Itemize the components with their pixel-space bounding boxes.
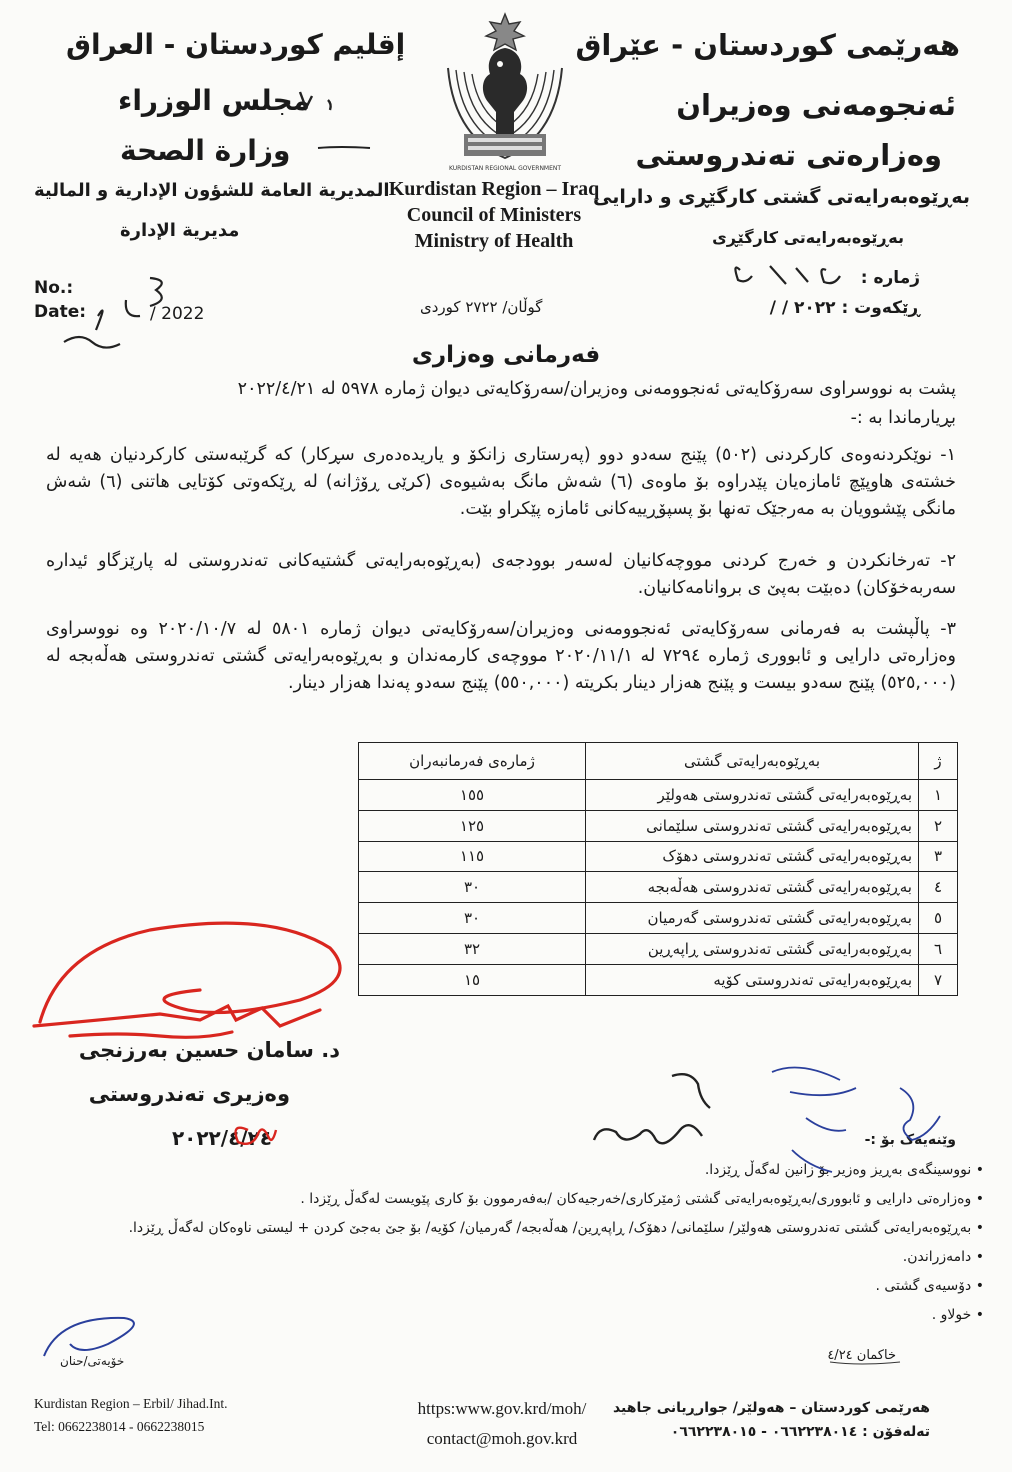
table-row — [359, 872, 958, 903]
footer-email: contact@moh.gov.krd — [426, 1429, 578, 1448]
handwritten-received-date — [594, 1074, 710, 1143]
table-header-directorate: بەڕێوەبەرایەتی گشتی — [586, 743, 919, 780]
header-arabic-directorate-general: المديرية العامة للشؤون الإدارية و المالية — [34, 180, 390, 201]
copies-list — [24, 1158, 984, 1332]
handwritten-dash-mark — [318, 147, 370, 148]
signatory-title: وەزیری تەندروستی — [88, 1082, 290, 1106]
header-arabic-council: مجلس الوزراء — [118, 84, 311, 117]
reference-date-value: ٢٠٢٢ / / — [769, 298, 836, 318]
body-item-3: ٣- پاڵپشت بە فەرمانی سەرۆکایەتی ئەنجوومەنی وەزیران/سەرۆکایەتی دیوان ژمارە ٥٨٠١ لە ٢٠٢٠/١٠/٧ وە نووسراوی وەزارەتی دارایی و ئابووری ژمارە ٧٢٩٤ لە ٢٠٢٠/١١/١ مووچەی کارمەندان و بەڕێوەبەرایەتی گشتی تەندروستی هەڵەبجە لە (٥٢٥,٠٠٠) پێنج سەدو بیست و پێنج هەزار دینار بکریتە (٥٥٠,٠٠٠) پێنج سەدو پەندا هەزار دینار. — [46, 619, 956, 693]
reference-date-label — [770, 298, 920, 318]
table-cell-count: ٣٠ — [359, 872, 586, 903]
copies-label: وێنەیەک بۆ :- — [864, 1132, 956, 1148]
signatory-name: د. سامان حسین بەرزنجی — [78, 1038, 340, 1062]
footer-kurdish-phone: تەلەفۆن : ٠٦٦٢٢٣٨٠١٤ - ٠٦٦٢٢٣٨٠١٥ — [670, 1424, 930, 1440]
table-row — [359, 810, 958, 841]
header-kurdish-directorate: بەڕێوەبەرایەتی کارگێڕی — [712, 228, 904, 247]
table-cell-no: ١ — [919, 780, 958, 811]
table-cell-count: ٣٢ — [359, 933, 586, 964]
table-cell-count: ١١٥ — [359, 841, 586, 872]
table-cell-count: ٣٠ — [359, 903, 586, 934]
table-cell-no: ٥ — [919, 903, 958, 934]
table-cell-no: ٤ — [919, 872, 958, 903]
table-cell-directorate: بەڕێوەبەرایەتی گشتی تەندروستی ڕاپەڕین — [586, 933, 919, 964]
table-cell-count: ١٢٥ — [359, 810, 586, 841]
table-row — [359, 964, 958, 995]
table-cell-count: ١٥٥ — [359, 780, 586, 811]
krg-emblem-icon — [430, 8, 580, 176]
table-cell-no: ٢ — [919, 810, 958, 841]
minister-signature — [34, 923, 340, 1037]
footer-english-contact — [34, 1392, 227, 1438]
footer-english-phone: Tel: 0662238014 - 0662238015 — [34, 1419, 205, 1434]
body-item-1: ١- نوێکردنەوەی کارکردنی (٥٠٢) پێنج سەدو دوو (پەرستاری زانکۆ و یاریدەدەری سڕکار) کە گرێبەستی کارکردنیان هەیە لە خشتەی هاوپێچ ئامازەیان پێدراوە بۆ ماوەی (٦) شەش مانگ بەشیوەی (کرێی ڕۆژانە) لە ڕێکەوتی کۆتایی هاتنی (٦) شەش مانگی پێشوویان بە مەرجێک تەنها بۆ پسپۆڕییەکانی ئامازە پێکراو بێت. — [46, 445, 956, 519]
body-intro-reference: پشت بە نووسراوی سەرۆکایەتی ئەنجوومەنی وەزیران/سەرۆکایەتی دیوان ژمارە ٥٩٧٨ لە ٢٠٢٢/٤/٢١ — [237, 379, 956, 399]
body-intro-decision: بڕیارماندا بە :- — [850, 408, 956, 428]
header-kurdish-directorate-general: بەڕێوەبەرایەتی گشتی کارگێڕی و دارایی — [593, 186, 970, 208]
header-kurdish-region: هەرێمی کوردستان - عێراق — [575, 28, 960, 62]
table-cell-directorate: بەڕێوەبەرایەتی گشتی تەندروستی گەرمیان — [586, 903, 919, 934]
table-cell-directorate: بەڕێوەبەرایەتی گشتی تەندروستی هەولێر — [586, 780, 919, 811]
header-english-council: Council of Ministers — [406, 204, 582, 226]
footer-kurdish-address: هەرێمی کوردستان – هەولێر/ جوارڕیانی جاهید — [612, 1400, 930, 1416]
stamp-date: خاکمان ٤/٢٤ — [827, 1348, 896, 1363]
footer-english-address: Kurdistan Region – Erbil/ Jihad.Int. — [34, 1396, 228, 1411]
table-cell-directorate: بەڕێوەبەرایەتی تەندروستی کۆیە — [586, 964, 919, 995]
table-header-count: ژمارەی فەرمانبەران — [359, 743, 586, 780]
footer-website: https:www.gov.krd/moh/ — [417, 1399, 587, 1418]
header-kurdish-council: ئەنجومەنی وەزیران — [676, 88, 956, 122]
table-cell-directorate: بەڕێوەبەرایەتی گشتی تەندروستی هەڵەبجە — [586, 872, 919, 903]
preparer-initials: خۆیەتی/حنان — [60, 1354, 125, 1368]
table-row — [359, 903, 958, 934]
header-arabic-ministry: وزارة الصحة — [120, 134, 291, 167]
english-number-label: No.: — [34, 278, 74, 298]
table-row — [359, 933, 958, 964]
header-arabic-region: إقليم كوردستان - العراق — [66, 28, 406, 61]
table-header-row — [359, 743, 958, 780]
reference-kurdish-year: گوڵان/ ٢٧٢٢ کوردی — [420, 298, 543, 316]
signature-date: ٢٠٢٢/٤/٢٤ — [171, 1126, 272, 1150]
list-item: • خولاو . — [24, 1303, 984, 1328]
footer-kurdish-contact — [613, 1396, 930, 1444]
table-cell-count: ١٥ — [359, 964, 586, 995]
header-kurdish-ministry: وەزارەتی تەندروستی — [635, 138, 942, 172]
list-item: • نووسینگەی بەڕیز وەزیر بۆ زانین لەگەڵ ڕێزدا. — [24, 1158, 984, 1183]
english-date-label: Date: — [34, 302, 87, 322]
order-title: فەرمانی وەزاری — [411, 342, 601, 368]
table-cell-no: ٣ — [919, 841, 958, 872]
list-item: • بەڕێوەبەرایەتی گشتی تەندروستی هەولێر/ سلێمانی/ دهۆک/ ڕاپەڕین/ هەڵەبجە/ گەرمیان/ کۆیە/ بۆ جێ بەجێ کردن + لیستی ناوەکان لەگەڵ ڕێزدا. — [24, 1216, 984, 1241]
list-item: • دامەزراندن. — [24, 1245, 984, 1270]
handwritten-reference-number — [735, 266, 840, 284]
table-row — [359, 780, 958, 811]
body-item-2: ٢- تەرخانکردن و خەرج کردنی مووچەکانیان لەسەر بوودجەی (بەڕێوەبەرایەتی گشتیەکانی تەندروستی لە پارێزگاو ئیدارە سەربەخۆکان) دەبێت بەپێ ی بروانامەکانیان. — [46, 551, 956, 598]
header-english — [364, 176, 624, 254]
table-header-no: ژ — [919, 743, 958, 780]
header-arabic-directorate: مديرية الإدارة — [120, 220, 240, 241]
header-english-ministry: Ministry of Health — [414, 230, 574, 252]
reference-date-label-text: ڕێکەوت : — [841, 298, 920, 318]
header-english-region: Kurdistan Region – Iraq — [388, 178, 600, 200]
english-date-value: / 2022 — [150, 304, 205, 324]
table-cell-directorate: بەڕێوەبەرایەتی گشتی تەندروستی دهۆک — [586, 841, 919, 872]
employees-table — [358, 742, 958, 996]
list-item: • وەزارەتی دارایی و ئابووری/بەڕێوەبەرایەتی گشتی ژمێرکاری/خەرجیەکان /بەفەرموون بۆ کاری پێویست لەگەڵ ڕێزدا . — [24, 1187, 984, 1212]
footer-web-contact — [392, 1394, 612, 1454]
reference-number-label: ژمارە : — [860, 268, 920, 288]
blue-receipt-note — [772, 1068, 940, 1173]
list-item: • دۆسیەی گشتی . — [24, 1274, 984, 1299]
table-row — [359, 841, 958, 872]
svg-text:KURDISTAN REGIONAL GOVERNMENT: KURDISTAN REGIONAL GOVERNMENT — [448, 165, 562, 172]
table-cell-no: ٦ — [919, 933, 958, 964]
table-cell-no: ٧ — [919, 964, 958, 995]
table-cell-directorate: بەڕێوەبەرایەتی گشتی تەندروستی سلێمانی — [586, 810, 919, 841]
